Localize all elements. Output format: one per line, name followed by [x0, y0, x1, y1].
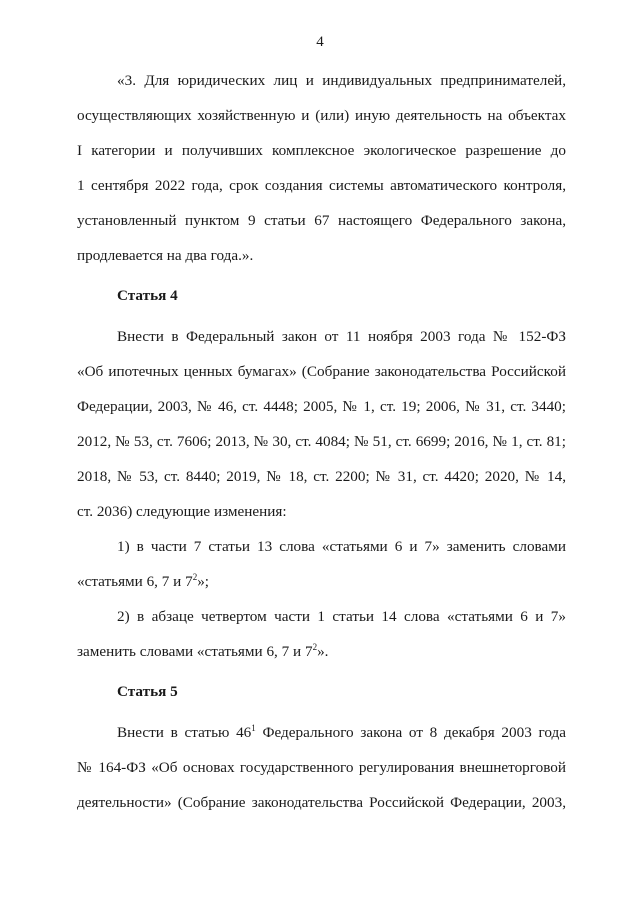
text-fragment: «статьями 6, 7 и 7 [77, 573, 193, 590]
text-line [77, 715, 566, 750]
text-line: продлевается на два года.». [77, 247, 254, 264]
text-line: 1 сентября 2022 года, срок создания системы автоматического контроля, [77, 177, 566, 194]
article-4-item-1 [77, 529, 566, 599]
text-line: деятельности» (Собрание законодательства Российской Федерации, 2003, [77, 794, 566, 811]
text-fragment: заменить словами «статьями 6, 7 и 7 [77, 643, 313, 660]
article-5-paragraph [77, 715, 566, 820]
text-line: 1) в части 7 статьи 13 слова «статьями 6 и 7» заменить словами [117, 538, 566, 555]
text-fragment: ». [317, 643, 329, 660]
text-line: ст. 2036) следующие изменения: [77, 503, 287, 520]
text-fragment: Федерального закона от 8 декабря 2003 года [255, 724, 566, 741]
text-line [77, 564, 566, 599]
text-line [77, 634, 566, 669]
article-4-heading: Статья 4 [117, 287, 178, 304]
text-line: Внести в Федеральный закон от 11 ноября 2003 года № 152-ФЗ [117, 328, 566, 345]
text-line: «Об ипотечных ценных бумагах» (Собрание законодательства Российской [77, 363, 566, 380]
text-line: осуществляющих хозяйственную и (или) иную деятельность на объектах [77, 107, 566, 124]
text-fragment: Внести в статью 46 [117, 724, 252, 741]
article-4-paragraph [77, 319, 566, 529]
text-line: 2012, № 53, ст. 7606; 2013, № 30, ст. 4084; № 51, ст. 6699; 2016, № 1, ст. 81; [77, 433, 566, 450]
text-line: «3. Для юридических лиц и индивидуальных предпринимателей, [117, 72, 566, 89]
text-line: Федерации, 2003, № 46, ст. 4448; 2005, № 1, ст. 19; 2006, № 31, ст. 3440; [77, 398, 566, 415]
superscript: 2 [312, 642, 318, 652]
text-line: установленный пунктом 9 статьи 67 настоящего Федерального закона, [77, 212, 566, 229]
document-body [77, 63, 566, 820]
text-line: 2018, № 53, ст. 8440; 2019, № 18, ст. 2200; № 31, ст. 4420; 2020, № 14, [77, 468, 566, 485]
text-line: I категории и получивших комплексное экологическое разрешение до [77, 142, 566, 159]
text-line: № 164-ФЗ «Об основах государственного регулирования внешнеторговой [77, 759, 566, 776]
text-fragment: »; [197, 573, 210, 590]
article-4-item-2 [77, 599, 566, 669]
superscript: 2 [192, 572, 198, 582]
text-line: 2) в абзаце четвертом части 1 статьи 14 слова «статьями 6 и 7» [117, 608, 566, 625]
paragraph-clause-3 [77, 63, 566, 273]
page-number: 4 [316, 34, 324, 50]
article-5-heading: Статья 5 [117, 683, 178, 700]
superscript: 1 [251, 723, 256, 733]
